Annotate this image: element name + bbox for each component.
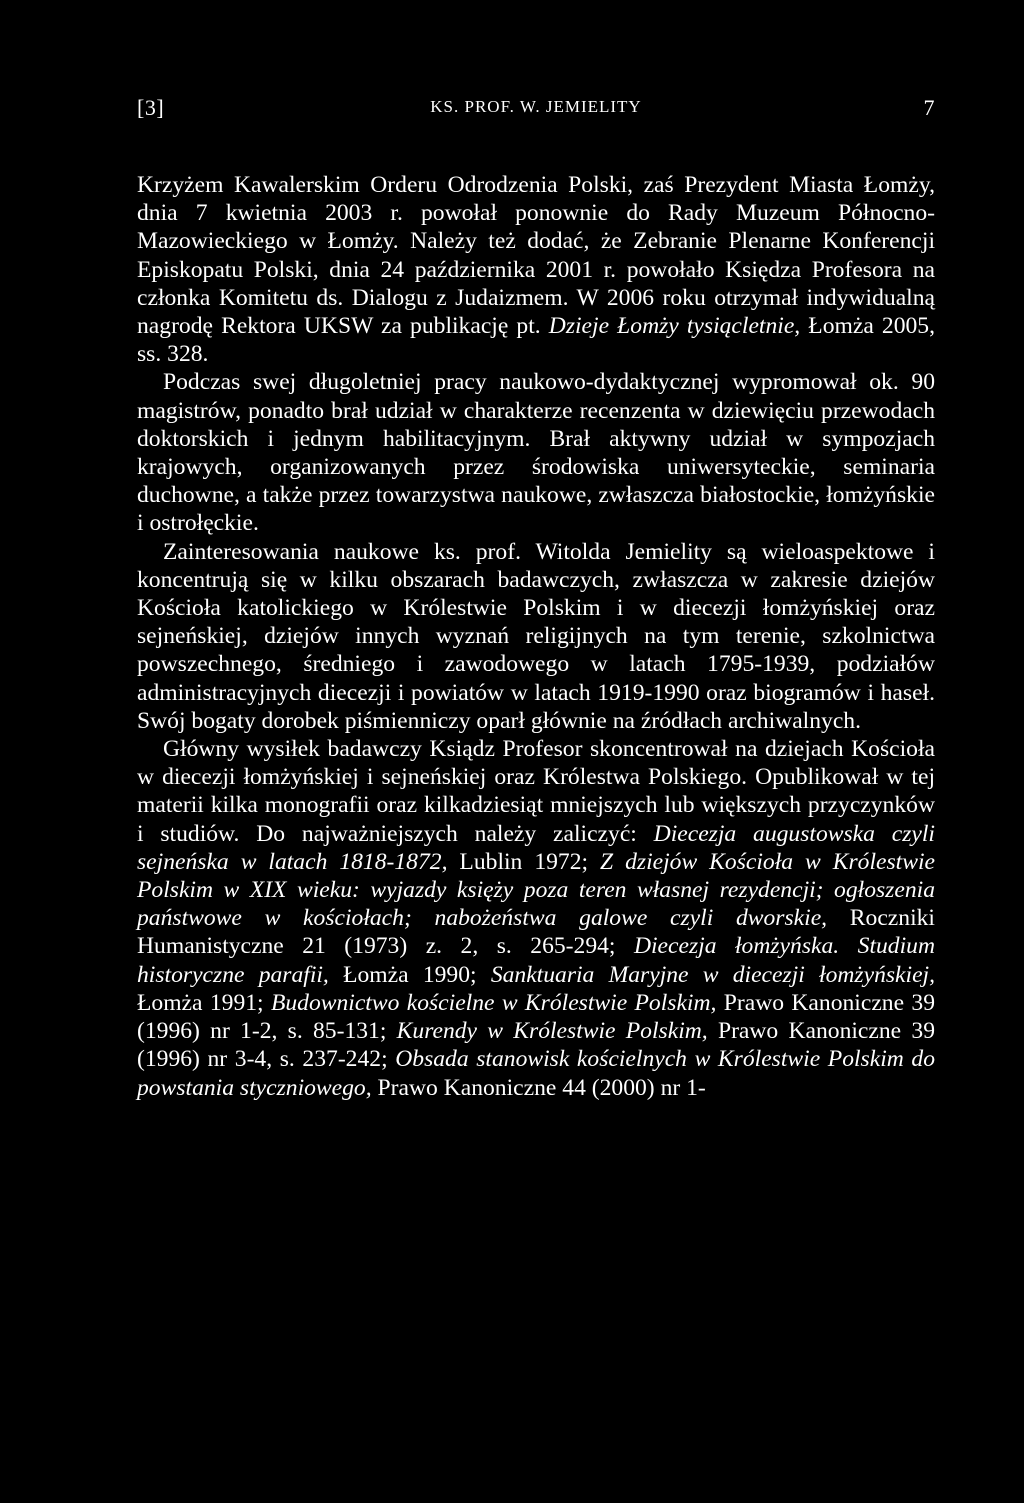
text-run: Prawo Kanoniczne 44 (2000) nr 1- <box>371 1074 706 1101</box>
text-run: Zainteresowania naukowe ks. prof. Witolda Jemielity są wieloaspektowe i koncentrują się w kilku obszarach badawczych, zwłaszcza w zakresie dziejów Kościoła katolickiego w Królestwie Polskim i w diecezji łomżyńskiej oraz sejneńskiej, dziejów innych wyznań religijnych na tym terenie, szkolnictwa powszechnego, średniego i zawodowego w latach 1795-1939, podziałów administracyjnych diecezji i powiatów w latach 1919-1990 oraz biogramów i haseł. Swój bogaty dorobek piśmienniczy oparł głównie na źródłach archiwalnych. <box>137 538 935 734</box>
text-run: Roczniki Humanistyczne 21 (1973) z. 2, s. 265-294; <box>137 905 935 960</box>
text-run: Łomża 2005, ss. 328. <box>137 313 935 368</box>
section-reference: [3] <box>137 95 165 120</box>
text-run: Podczas swej długoletniej pracy naukowo-dydaktycznej wypromował ok. 90 magistrów, ponadto brał udział w charakterze recenzenta w dziewięciu przewodach doktorskich i jednym habilitacyjnym. Brał aktywny udział w sympozjach krajowych, organizowanych przez środowiska uniwersyteckie, seminaria duchowne, a także przez towarzystwa naukowe, zwłaszcza białostockie, łomżyńskie i ostrołęckie. <box>137 369 935 537</box>
paragraph <box>137 538 935 735</box>
text-run: Prawo Kanoniczne 39 (1996) nr 1-2, s. 85-131; <box>137 989 935 1045</box>
text-run: Główny wysiłek badawczy Ksiądz Profesor skoncentrował na dziejach Kościoła w diecezji łomżyńskiej i sejneńskiej oraz Królestwa Polskiego. Opublikował w tej materii kilka monografii oraz kilkadziesiąt mniejszych lub większych przyczynków i studiów. Do najważniejszych należy zaliczyć: <box>137 736 935 847</box>
paragraph <box>137 171 935 368</box>
italic-title: Dzieje Łomży tysiącletnie, <box>548 313 801 340</box>
running-header <box>137 95 935 135</box>
text-run: Łomża 1991; <box>137 989 271 1016</box>
italic-title: Sanktuaria Maryjne w diecezji łomżyńskiej, <box>490 961 936 988</box>
paragraph <box>137 368 935 537</box>
body-text <box>137 171 935 1102</box>
text-run: Łomża 1990; <box>328 961 491 988</box>
page-number: 7 <box>923 95 935 120</box>
paragraph <box>137 735 935 1102</box>
running-head-author: KS. PROF. W. JEMIELITY <box>430 97 642 116</box>
italic-title: Kurendy w Królestwie Polskim, <box>396 1018 708 1045</box>
text-run: Prawo Kanoniczne 39 (1996) nr 3-4, s. 237-242; <box>137 1018 935 1073</box>
italic-title: Z dziejów Kościoła w Królestwie Polskim w XIX wieku: wyjazdy księży poza teren własnej rezydencji; ogłoszenia państwowe w kościołach; nabożeństwa galowe czyli dworskie, <box>137 848 935 932</box>
italic-title: Budownictwo kościelne w Królestwie Polskim, <box>270 989 717 1016</box>
text-run: Krzyżem Kawalerskim Orderu Odrodzenia Polski, zaś Prezydent Miasta Łomży, dnia 7 kwietnia 2003 r. powołał ponownie do Rady Muzeum Północno-Mazowieckiego w Łomży. Należy też dodać, że Zebranie Plenarne Konferencji Episkopatu Polski, dnia 24 października 2001 r. powołało Księdza Profesora na członka Komitetu ds. Dialogu z Judaizmem. W 2006 roku otrzymał indywidualną nagrodę Rektora UKSW za publikację pt. <box>137 172 935 340</box>
italic-title: Obsada stanowisk kościelnych w Królestwie Polskim do powstania styczniowego, <box>137 1046 936 1101</box>
text-run: Lublin 1972; <box>447 848 601 875</box>
italic-title: Diecezja łomżyńska. Studium historyczne parafii, <box>137 933 935 988</box>
italic-title: Diecezja augustowska czyli sejneńska w latach 1818-1872, <box>137 820 935 875</box>
document-page <box>137 95 935 1102</box>
